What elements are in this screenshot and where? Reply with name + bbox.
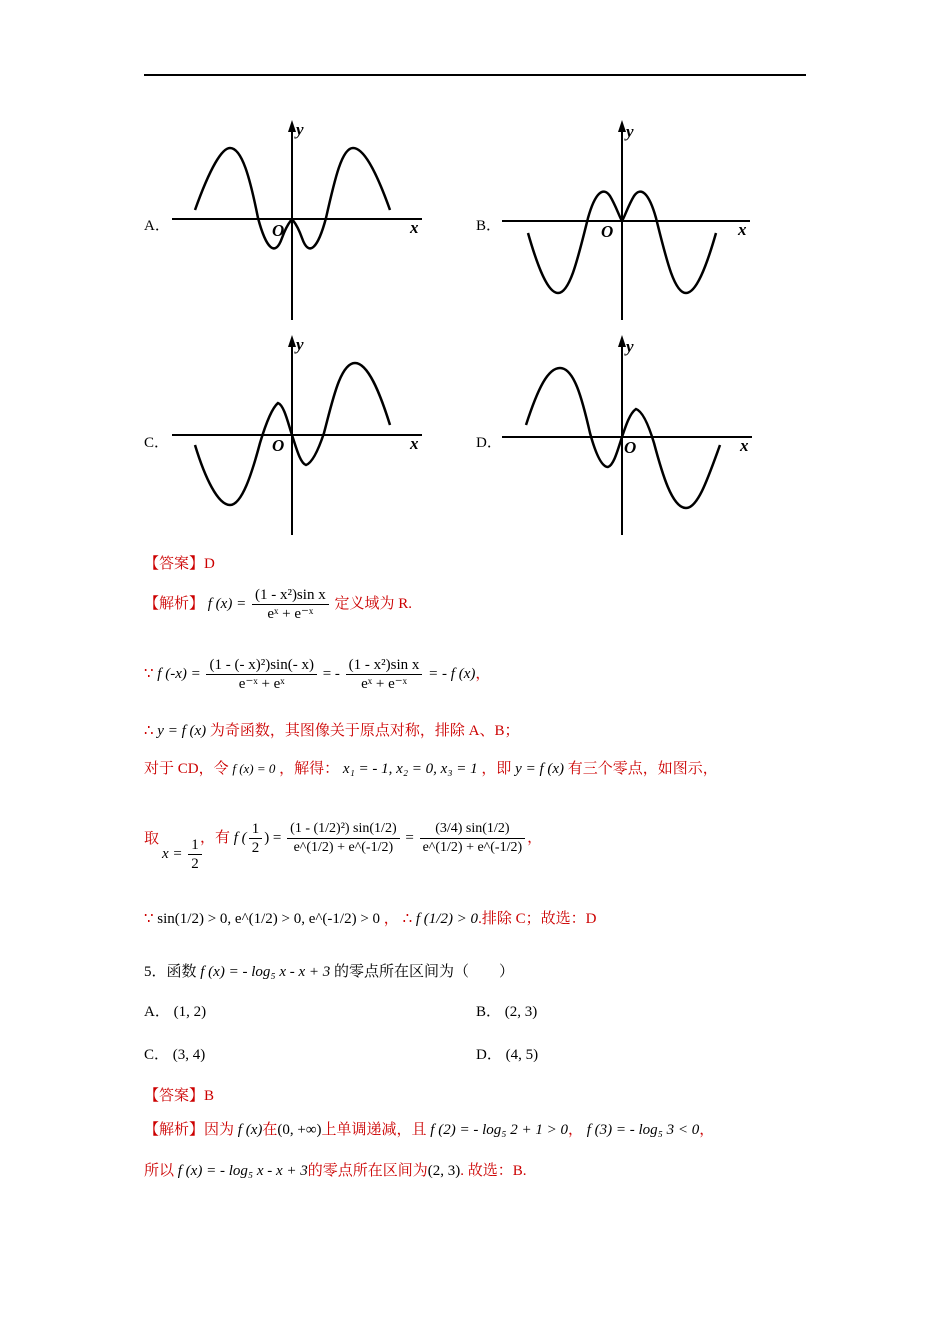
option-c-graph bbox=[170, 333, 430, 538]
q4-analysis-line1 bbox=[144, 586, 412, 623]
q4-fnegx: f (-x) = bbox=[157, 665, 201, 682]
therefore-symbol: ∴ bbox=[144, 723, 154, 739]
option-d-label: D． bbox=[476, 435, 502, 451]
svg-text:x: x bbox=[410, 218, 419, 237]
q5-option-b-letter: B． bbox=[476, 1004, 502, 1020]
option-a-graph bbox=[170, 118, 430, 323]
q4-fraction-2 bbox=[346, 656, 423, 693]
svg-text:x: x bbox=[738, 220, 747, 239]
q5-option-d-letter: D． bbox=[476, 1047, 502, 1063]
q4-domain-text: 定义域为 R. bbox=[334, 595, 412, 612]
q5-answer-tag: 【答案】 bbox=[144, 1088, 205, 1104]
q5-a2-interval: (2, 3) bbox=[427, 1163, 461, 1179]
q5-answer-value: B bbox=[204, 1088, 215, 1104]
q4-analysis-line6 bbox=[144, 910, 596, 928]
option-d-graph bbox=[500, 333, 760, 538]
q4-x-half-den: 2 bbox=[191, 856, 199, 872]
q4-positivity: sin(1/2) > 0, e^(1/2) > 0, e^(-1/2) > 0 bbox=[157, 911, 381, 927]
q4-have-text: ，有 bbox=[200, 829, 231, 846]
q4-analysis-line2 bbox=[144, 656, 490, 693]
q4-big-fraction bbox=[287, 820, 399, 857]
q4-eq-minus: = - bbox=[322, 665, 340, 682]
q5-option-d[interactable] bbox=[476, 1046, 538, 1064]
q5-a1-text3: 上单调递减，且 bbox=[321, 1122, 427, 1138]
q5-option-d-value: (4, 5) bbox=[505, 1047, 539, 1063]
q4-f-half-den: 2 bbox=[251, 840, 260, 856]
option-c-label: C． bbox=[144, 435, 170, 451]
svg-text:y: y bbox=[296, 335, 304, 354]
q5-stem-prefix: 5．函数 bbox=[144, 964, 197, 980]
q4-f-half-positive: f (1/2) > 0 bbox=[415, 911, 479, 927]
q5-function: f (x) = - log₅ x - x + 3 bbox=[200, 964, 331, 980]
q4-func-numerator: (1 - x²)sin x bbox=[252, 586, 329, 605]
q5-f3: f (3) = - log₅ 3 < 0 bbox=[586, 1122, 700, 1138]
q5-option-a-value: (1, 2) bbox=[173, 1004, 207, 1020]
q4-conclusion: .排除 C；故选：D bbox=[478, 911, 597, 927]
q4-answer bbox=[144, 555, 215, 573]
q4-line4-text3: ，即 bbox=[481, 761, 512, 777]
q5-a2-text1: 所以 bbox=[144, 1163, 175, 1179]
svg-text:x: x bbox=[410, 434, 419, 453]
because-symbol: ∵ bbox=[144, 665, 154, 682]
q5-stem-suffix: 的零点所在区间为（ ） bbox=[334, 964, 515, 980]
q5-answer bbox=[144, 1087, 214, 1105]
option-b-graph bbox=[500, 118, 760, 323]
header-rule bbox=[144, 74, 806, 76]
q4-fraction-1-num: (1 - (- x)²)sin(- x) bbox=[206, 656, 316, 675]
q4-line2-comma: ， bbox=[475, 665, 491, 682]
q4-f-close: ) = bbox=[264, 829, 282, 846]
q5-analysis-line1 bbox=[144, 1121, 714, 1139]
q4-eq: = bbox=[405, 829, 414, 846]
q4-line6-because: ∵ bbox=[144, 911, 154, 927]
q4-f-half bbox=[249, 820, 263, 857]
q4-line4-text1: 对于 CD，令 bbox=[144, 761, 229, 777]
svg-text:x: x bbox=[740, 436, 749, 455]
q4-zeros: x₁ = - 1, x₂ = 0, x₃ = 1 bbox=[342, 761, 478, 777]
q4-line6-therefore: ∴ bbox=[402, 911, 413, 927]
q5-option-c-letter: C． bbox=[144, 1047, 170, 1063]
q5-option-c[interactable] bbox=[144, 1046, 205, 1064]
q4-func-denominator: eˣ + e⁻ˣ bbox=[267, 606, 314, 622]
q4-take-label: 取 bbox=[144, 831, 160, 847]
q4-analysis-tag: 【解析】 bbox=[144, 595, 205, 612]
svg-text:O: O bbox=[272, 436, 285, 455]
q4-line4-text4: 有三个零点，如图示， bbox=[567, 761, 718, 777]
q4-right-num: (3/4) sin(1/2) bbox=[420, 820, 526, 839]
q5-f2: f (2) = - log₅ 2 + 1 > 0 bbox=[430, 1122, 568, 1138]
q4-func-def: f (x) = bbox=[207, 595, 247, 612]
q5-analysis-tag: 【解析】 bbox=[144, 1122, 205, 1138]
q4-big-den: e^(1/2) + e^(-1/2) bbox=[293, 840, 394, 855]
q5-a1-text5: ， bbox=[699, 1122, 715, 1138]
q4-line4-math1: f (x) = 0 bbox=[232, 761, 276, 776]
q5-option-a[interactable] bbox=[144, 1003, 206, 1021]
q4-line4-math3: y = f (x) bbox=[515, 761, 565, 777]
q4-analysis-line4 bbox=[144, 760, 718, 778]
q4-x-half-num: 1 bbox=[188, 836, 202, 855]
option-b-label: B． bbox=[476, 218, 502, 234]
svg-text:O: O bbox=[272, 221, 285, 240]
q5-a2-text3: . 故选：B. bbox=[460, 1163, 527, 1179]
q5-interval: (0, +∞) bbox=[277, 1122, 322, 1138]
q4-f-open: f ( bbox=[233, 829, 247, 846]
q4-func-fraction bbox=[252, 586, 329, 623]
q4-big-num: (1 - (1/2)²) sin(1/2) bbox=[287, 820, 399, 839]
q4-fraction-2-num: (1 - x²)sin x bbox=[346, 656, 423, 675]
q4-f-half-num: 1 bbox=[249, 820, 263, 839]
q4-x-eq: x = bbox=[162, 845, 183, 862]
q4-answer-tag: 【答案】 bbox=[144, 556, 205, 572]
q5-a1-math1: f (x) bbox=[237, 1122, 263, 1138]
svg-text:y: y bbox=[626, 337, 634, 356]
q4-analysis-line3 bbox=[144, 722, 520, 740]
q4-analysis-line5 bbox=[162, 836, 204, 873]
q4-right-den: e^(1/2) + e^(-1/2) bbox=[422, 840, 523, 855]
q4-line5-comma: ， bbox=[527, 829, 543, 846]
q4-fraction-1-den: e⁻ˣ + eˣ bbox=[238, 676, 285, 692]
q5-a1-text2: 在 bbox=[262, 1122, 278, 1138]
q5-a1-text4: ， bbox=[567, 1122, 583, 1138]
option-a-label: A． bbox=[144, 218, 170, 234]
q4-fraction-2-den: eˣ + e⁻ˣ bbox=[361, 676, 407, 692]
q5-option-c-value: (3, 4) bbox=[172, 1047, 206, 1063]
q4-fraction-1 bbox=[206, 656, 316, 693]
q4-line4-text2: ，解得： bbox=[279, 761, 340, 777]
q5-option-b[interactable] bbox=[476, 1003, 537, 1021]
q5-a2-function: f (x) = - log₅ x - x + 3 bbox=[177, 1163, 308, 1179]
svg-text:O: O bbox=[624, 438, 637, 457]
q5-option-b-value: (2, 3) bbox=[504, 1004, 538, 1020]
q4-right-fraction bbox=[420, 820, 526, 857]
q4-line6-comma: ， bbox=[383, 911, 399, 927]
q4-neg-fx: = - f (x) bbox=[428, 665, 476, 682]
q5-a2-text2: 的零点所在区间为 bbox=[307, 1163, 428, 1179]
svg-text:y: y bbox=[626, 122, 634, 141]
q5-a1-text1: 因为 bbox=[204, 1122, 235, 1138]
q5-stem bbox=[144, 963, 514, 981]
q4-y-eq-fx: y = f (x) bbox=[157, 723, 207, 739]
q4-answer-value: D bbox=[204, 556, 215, 572]
svg-text:y: y bbox=[296, 120, 304, 139]
q4-analysis-line5b bbox=[200, 820, 542, 857]
q5-analysis-line2 bbox=[144, 1162, 527, 1180]
q5-option-a-letter: A． bbox=[144, 1004, 170, 1020]
q4-odd-function-text: 为奇函数，其图像关于原点对称，排除 A、B； bbox=[209, 723, 520, 739]
svg-text:O: O bbox=[601, 222, 614, 241]
